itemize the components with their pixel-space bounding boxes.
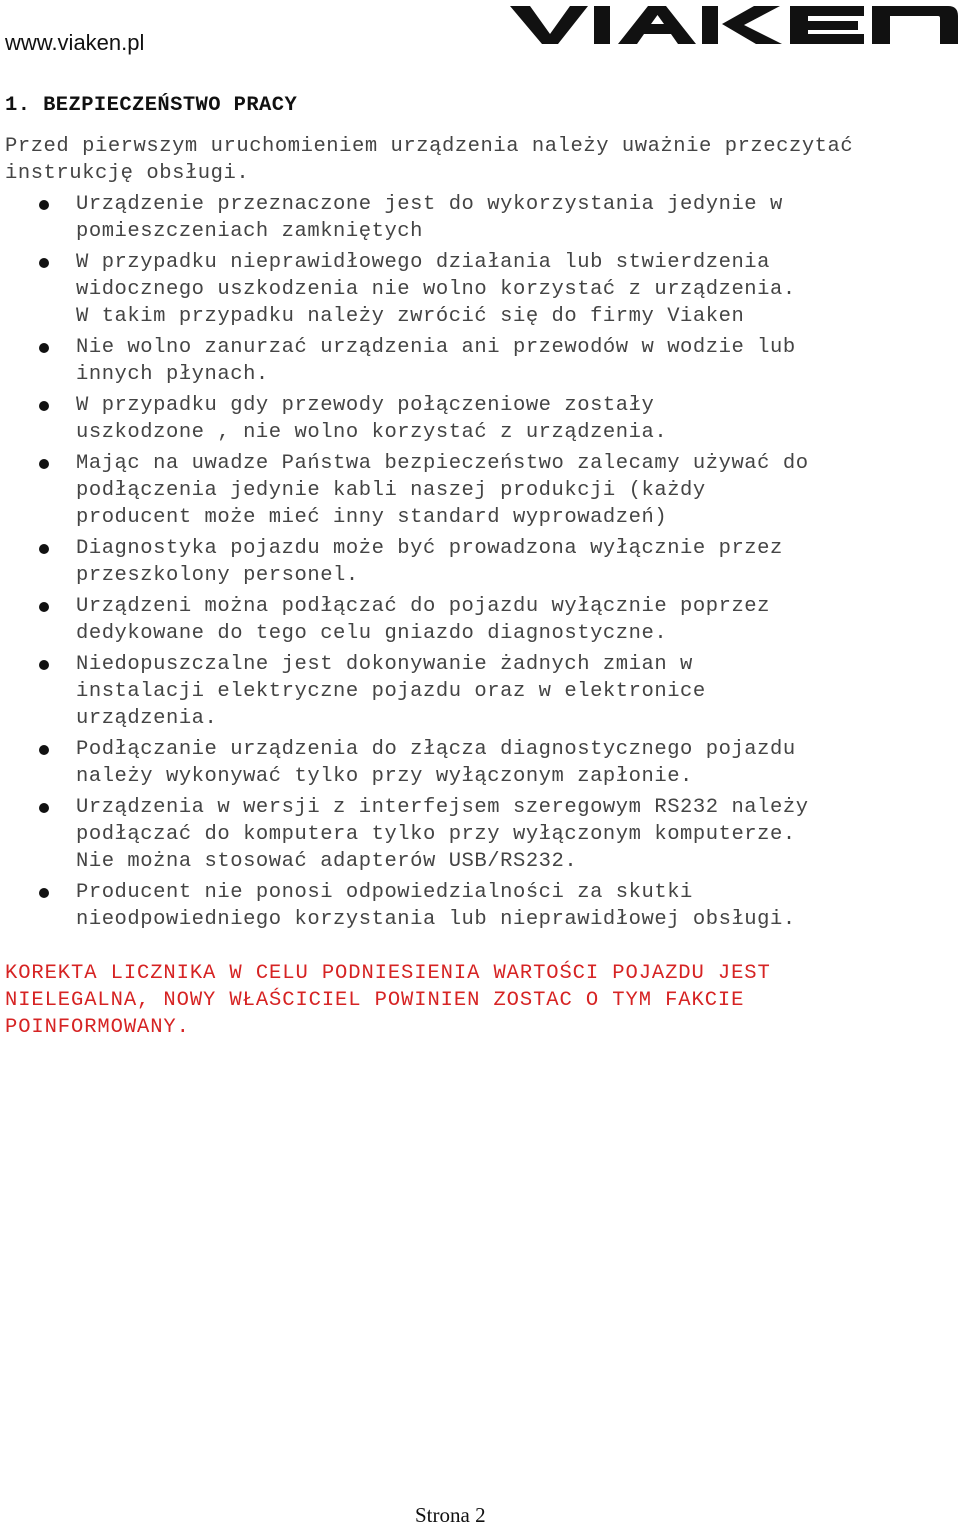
- rule-line: dedykowane do tego celu gniazdo diagnostyczne.: [76, 622, 668, 645]
- rule-line: W takim przypadku należy zwrócić się do firmy Viaken: [76, 305, 745, 328]
- rule-line: Podłączanie urządzenia do złącza diagnostycznego pojazdu: [76, 738, 796, 761]
- bullet-icon: [39, 745, 49, 755]
- rule-line: należy wykonywać tylko przy wyłączonym zapłonie.: [76, 765, 693, 788]
- safety-rule-item: [0, 535, 930, 589]
- header-url[interactable]: www.viaken.pl: [5, 30, 145, 55]
- safety-rule-item: [0, 392, 930, 446]
- rule-line: producent może mieć inny standard wyprowadzeń): [76, 506, 668, 529]
- warning-line: NIELEGALNA, NOWY WŁAŚCICIEL POWINIEN ZOSTAC O TYM FAKCIE: [5, 989, 745, 1012]
- rule-line: podłączać do komputera tylko przy wyłączonym komputerze.: [76, 823, 796, 846]
- bullet-icon: [39, 888, 49, 898]
- odometer-warning: [5, 960, 905, 1041]
- rule-line: Urządzenie przeznaczone jest do wykorzystania jedynie w: [76, 193, 783, 216]
- bullet-icon: [39, 803, 49, 813]
- bullet-icon: [39, 544, 49, 554]
- safety-rule-item: [0, 794, 930, 875]
- safety-rules-list: [0, 191, 930, 937]
- rule-line: innych płynach.: [76, 363, 269, 386]
- section-title: 1. BEZPIECZEŃSTWO PRACY: [5, 94, 298, 117]
- safety-rule-item: [0, 651, 930, 732]
- rule-line: urządzenia.: [76, 707, 218, 730]
- rule-line: W przypadku gdy przewody połączeniowe zostały: [76, 394, 655, 417]
- rule-line: przeszkolony personel.: [76, 564, 359, 587]
- safety-rule-item: [0, 191, 930, 245]
- rule-line: Urządzenia w wersji z interfejsem szeregowym RS232 należy: [76, 796, 809, 819]
- safety-rule-item: [0, 879, 930, 933]
- rule-line: Urządzeni można podłączać do pojazdu wyłącznie poprzez: [76, 595, 771, 618]
- safety-rule-item: [0, 334, 930, 388]
- rule-line: nieodpowiedniego korzystania lub nieprawidłowej obsługi.: [76, 908, 796, 931]
- rule-line: Niedopuszczalne jest dokonywanie żadnych zmian w: [76, 653, 693, 676]
- rule-line: podłączenia jedynie kabli naszej produkcji (każdy: [76, 479, 706, 502]
- bullet-icon: [39, 660, 49, 670]
- viaken-logo-icon: [508, 2, 960, 48]
- warning-line: KOREKTA LICZNIKA W CELU PODNIESIENIA WARTOŚCI POJAZDU JEST: [5, 962, 771, 985]
- rule-line: pomieszczeniach zamkniętych: [76, 220, 424, 243]
- rule-line: widocznego uszkodzenia nie wolno korzystać z urządzenia.: [76, 278, 796, 301]
- safety-rule-item: [0, 736, 930, 790]
- bullet-icon: [39, 343, 49, 353]
- bullet-icon: [39, 602, 49, 612]
- bullet-icon: [39, 459, 49, 469]
- bullet-icon: [39, 258, 49, 268]
- safety-rule-item: [0, 249, 930, 330]
- safety-rule-item: [0, 593, 930, 647]
- intro-text: Przed pierwszym uruchomieniem urządzenia należy uważnie przeczytać instrukcję obsługi.: [5, 135, 854, 185]
- rule-line: Nie można stosować adapterów USB/RS232.: [76, 850, 578, 873]
- rule-line: Mając na uwadze Państwa bezpieczeństwo zalecamy używać do: [76, 452, 809, 475]
- rule-line: Nie wolno zanurzać urządzenia ani przewodów w wodzie lub: [76, 336, 796, 359]
- bullet-icon: [39, 401, 49, 411]
- rule-line: W przypadku nieprawidłowego działania lub stwierdzenia: [76, 251, 771, 274]
- bullet-icon: [39, 200, 49, 210]
- rule-line: instalacji elektryczne pojazdu oraz w elektronice: [76, 680, 706, 703]
- warning-line: POINFORMOWANY.: [5, 1016, 190, 1039]
- rule-line: uszkodzone , nie wolno korzystać z urządzenia.: [76, 421, 668, 444]
- rule-line: Diagnostyka pojazdu może być prowadzona wyłącznie przez: [76, 537, 783, 560]
- rule-line: Producent nie ponosi odpowiedzialności za skutki: [76, 881, 693, 904]
- page-number: Strona 2: [415, 1503, 486, 1527]
- safety-rule-item: [0, 450, 930, 531]
